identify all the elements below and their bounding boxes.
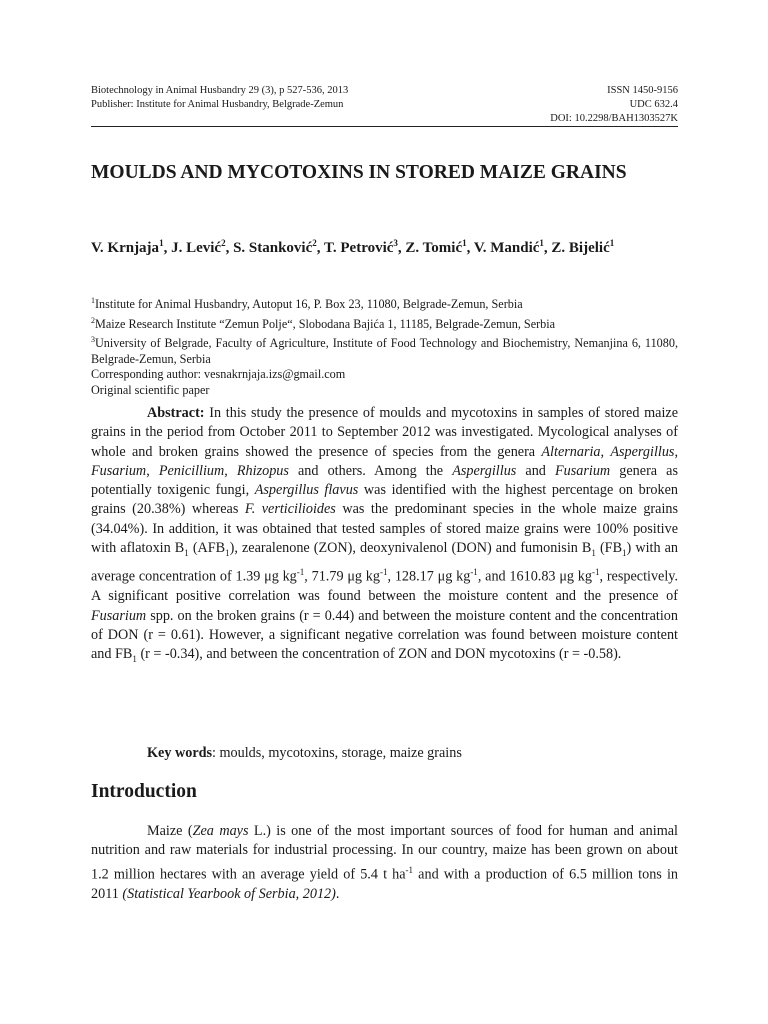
author-affiliation-mark: 2 xyxy=(221,238,226,248)
author-affiliation-mark: 3 xyxy=(393,238,398,248)
affiliation-2: $^2$Maize Research Institute “Zemun Polje“, Slobodana Bajića 1, 11185, Belgrade-Zemun, Serbia xyxy=(91,315,556,331)
keywords xyxy=(147,744,462,763)
corresponding-author: Corresponding author: vesnakrnjaja.izs@gmail.com xyxy=(91,367,346,382)
affiliation-3: $^3$University of Belgrade, Faculty of Agriculture, Institute of Food Technology and Biochemistry, Nemanjina 6, 11080, Belgrade-Zemun, Serbia xyxy=(91,335,678,366)
author-list: V. Krnjaja$^1$, J. Lević$^2$, S. Stanković$^2$, T. Petrović$^3$, Z. Tomić$^1$, V. Mandić$^1$, Z. Bijelić$^1$ xyxy=(91,238,615,256)
paper-type: Original scientific paper xyxy=(91,382,210,397)
abstract-label: Abstract: xyxy=(147,405,205,421)
author-affiliation-mark: 1 xyxy=(159,238,164,248)
journal-citation: Biotechnology in Animal Husbandry 29 (3), p 527-536, 2013 xyxy=(91,85,349,96)
keywords-label: Key words xyxy=(147,745,213,761)
doi: DOI: 10.2298/BAH1303527K xyxy=(550,113,678,124)
author-name: V. Krnjaja xyxy=(91,240,160,256)
author-affiliation-mark: 1 xyxy=(539,238,544,248)
author-name: Z. Tomić xyxy=(405,240,463,256)
section-heading-introduction: Introduction xyxy=(91,781,197,802)
affiliations xyxy=(91,293,678,398)
author-name: T. Petrović xyxy=(324,240,394,256)
affiliation-1: $^1$Institute for Animal Husbandry, Autoput 16, P. Box 23, 11080, Belgrade-Zemun, Serbia xyxy=(91,296,523,312)
author-name: J. Lević xyxy=(171,240,222,256)
paper-title: MOULDS AND MYCOTOXINS IN STORED MAIZE GRAINS xyxy=(91,162,627,183)
citation: (Statistical Yearbook of Serbia, 2012) xyxy=(122,885,336,902)
author-name: V. Mandić xyxy=(473,240,540,256)
author-name: S. Stanković xyxy=(233,240,313,256)
publisher: Publisher: Institute for Animal Husbandry, Belgrade-Zemun xyxy=(91,99,344,110)
header-rule xyxy=(91,126,678,127)
author-name: Z. Bijelić xyxy=(551,240,610,256)
abstract: Abstract: In this study the presence of moulds and mycotoxins in samples of stored maize grains in the period from October 2011 to September 2012 was investigated. Mycological analyses of whole and broken grains showed the presence of species from the genera Alternaria, Aspergillus, Fusarium, Penicillium, Rhizopus and others. Among the Aspergillus and Fusarium genera as potentially toxigenic fungi, Aspergillus flavus was identified with the highest percentage on broken grains (20.38%) whereas F. verticilioides was the predominant species in the whole maize grains (34.04%). In addition, it was obtained that tested samples of stored maize grains were 100% positive with aflatoxin $B_1$ $(AFB_1)$, zearalenone (ZON), deoxynivalenol (DON) and fumonisin $B_1$ $(FB_1)$ with an average concentration of 1.39 μg $kg^{-1}$, 71.79 μg $kg^{-1}$, 128.17 μg $kg^{-1}$, and 1610.83 μg $kg^{-1}$, respectively. A significant positive correlation was found between the moisture content and the presence of Fusarium spp. on the broken grains (r = 0.44) and between the moisture content and the concentration of DON (r = 0.61). However, a significant negative correlation was found between moisture content and $FB_1$ (r = -0.34), and between the concentration of ZON and DON mycotoxins (r = -0.58). xyxy=(91,405,679,664)
udc: UDC 632.4 xyxy=(629,99,678,110)
introduction-paragraph: Maize (Zea mays L.) is one of the most important sources of food for human and animal nutrition and raw materials for industrial processing. In our country, maize has been grown on about 1.2 million hectares with an average yield of 5.4 t $ha^{-1}$ and with a production of 6.5 million tons in 2011 (Statistical Yearbook of Serbia, 2012). xyxy=(91,823,678,902)
author-affiliation-mark: 1 xyxy=(462,238,467,248)
issn: ISSN 1450-9156 xyxy=(607,85,678,96)
author-affiliation-mark: 2 xyxy=(312,238,317,248)
keywords-text: : moulds, mycotoxins, storage, maize grains xyxy=(212,745,462,761)
author-affiliation-mark: 1 xyxy=(609,238,615,248)
